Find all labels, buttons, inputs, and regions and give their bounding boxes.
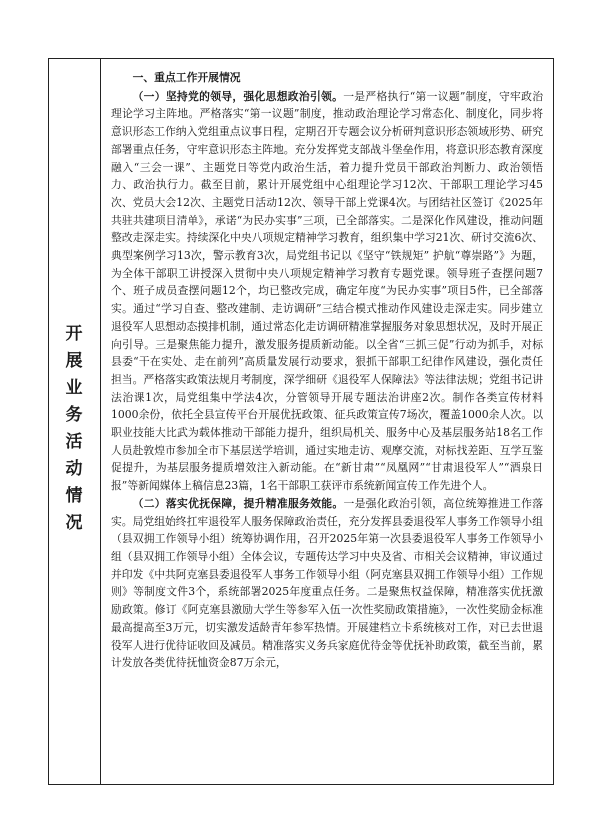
label-char: 展: [65, 351, 84, 371]
paragraph-party-leadership: [111, 88, 543, 495]
vertical-row-label: [49, 321, 100, 537]
label-char: 业: [65, 378, 84, 398]
paragraph-preferential-care: [111, 495, 543, 672]
subsection-heading: （一）坚持党的领导，强化思想政治引领。: [132, 89, 344, 103]
row-label-cell: [49, 59, 101, 784]
content-cell: [101, 59, 553, 784]
section-heading: 一、重点工作开展情况: [132, 71, 241, 84]
subsection-heading: （二）落实优抚保障，提升精准服务效能。: [132, 496, 344, 510]
label-char: 活: [65, 432, 84, 452]
label-char: 情: [65, 486, 84, 506]
label-char: 况: [65, 513, 84, 533]
report-table: [48, 58, 554, 785]
paragraph-body: 一是强化政治引领，高位统筹推进工作落实。局党组始终扛牢退役军人服务保障政治责任，充分发挥县委退役军人事务工作领导小组（县双拥工作领导小组）统筹协调作用，召开2025年第一次县委退役军人事务工作领导小组（县双拥工作领导小组）全体会议，专题传达学习中央及省、市相关会议精神，审议通过并印发《中共阿克塞县委退役军人事务工作领导小组（阿克塞县双拥工作领导小组）工作规则》等制度文件3个，系统部署2025年度重点任务。二是聚焦权益保障，精准落实优抚激励政策。修订《阿克塞县激励大学生等参军入伍一次性奖励政策措施》，一次性奖励金标准最高提高至3万元，切实激发适龄青年参军热情。开展建档立卡系统核对工作，对已去世退役军人进行优待证收回及减员。精准落实义务兵家庭优待金等优抚补助政策，截至当前，累计发放各类优待抚恤资金87万余元，: [111, 496, 543, 670]
label-char: 动: [65, 459, 84, 479]
label-char: 务: [65, 405, 84, 425]
label-char: 开: [65, 324, 84, 344]
paragraph-body: 一是严格执行“第一议题”制度，守牢政治理论学习主阵地。严格落实“第一议题”制度，推动政治理论学习常态化、制度化，同步将意识形态工作纳入党组重点议事日程，定期召开专题会议分析研判意识形态领域形势、研究部署重点任务，守牢意识形态主阵地。充分发挥党支部战斗堡垒作用，将意识形态教育深度融入“三会一课”、主题党日等党内政治生活，着力提升党员干部政治判断力、政治领悟力、政治执行力。截至目前，累计开展党组中心组理论学习12次、干部职工理论学习45次、党员大会12次、主题党日活动12次、领导干部上党课4次。与团结社区签订《2025年共驻共建项目清单》，承诺“为民办实事”三项，已全部落实。二是深化作风建设，推动问题整改走深走实。持续深化中央八项规定精神学习教育，组织集中学习21次、研讨交流6次、典型案例学习13次，警示教育3次，局党组书记以《坚守“铁规矩” 护航“尊崇路”》为题，为全体干部职工讲授深入贯彻中央八项规定精神学习教育专题党课。领导班子查摆问题7个、班子成员查摆问题12个，均已整改完成，确定年度“为民办实事”项目5件，已全部落实。通过“学习自查、整改建制、走访调研”三结合模式推动作风建设走深走实。同步建立退役军人思想动态摸排机制，通过常态化走访调研精准掌握服务对象思想状况，及时开展正向引导。三是聚焦能力提升，激发服务提质新动能。以全省“三抓三促”行动为抓手，对标县委“干在实处、走在前列”高质量发展行动要求，狠抓干部职工纪律作风建设，强化责任担当。严格落实政策法规月考制度，深学细研《退役军人保障法》等法律法规；党组书记讲法治课1次，局党组集中学法4次，分管领导开展专题法治讲座2次。制作各类宣传材料1000余份，依托全县宣传平台开展优抚政策、征兵政策宣传7场次，覆盖1000余人次。以职业技能大比武为载体推动干部能力提升，组织局机关、服务中心及基层服务站18名工作人员赴敦煌市参加全市下基层送学培训，通过实地走访、观摩交流，对标找差距、互学互鉴促提升，为基层服务提质增效注入新动能。在“新甘肃”“凤凰网”“甘肃退役军人”“酒泉日报”等新闻媒体上稿信息23篇，1名干部职工获评市系统新闻宣传工作先进个人。: [111, 89, 543, 493]
